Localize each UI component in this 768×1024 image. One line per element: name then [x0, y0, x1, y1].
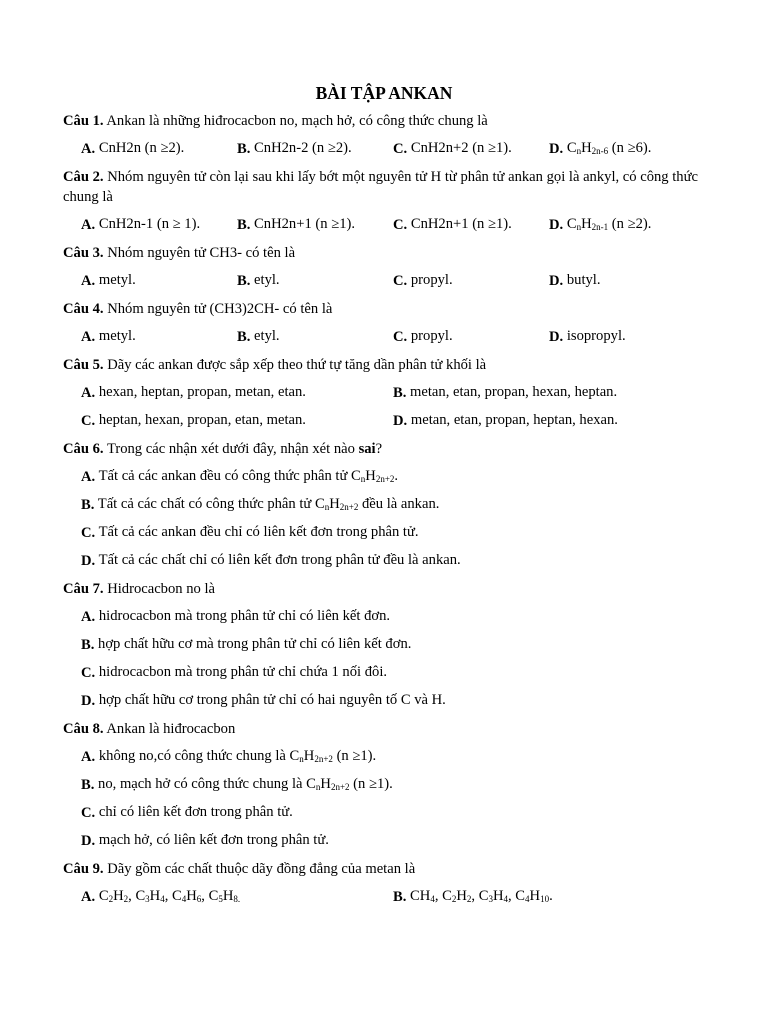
option-text: metan, etan, propan, heptan, hexan.: [410, 412, 618, 428]
question-emphasis: sai: [358, 441, 376, 457]
options-row: [63, 607, 705, 627]
option-a: [81, 383, 393, 403]
question-3: [63, 243, 705, 263]
option-b: [237, 139, 393, 159]
option-d: [81, 551, 701, 571]
question-2: [63, 167, 705, 207]
option-b: [237, 271, 393, 291]
option-d: [549, 139, 705, 159]
option-text: CnH2n-1 (n ≥ 1).: [98, 216, 201, 232]
option-text: CnH2n+2 (n ≥1).: [410, 140, 512, 156]
option-d: [549, 327, 705, 347]
option-a: [81, 887, 393, 907]
option-d: [549, 215, 705, 235]
option-text: metyl.: [98, 328, 136, 344]
option-c: [81, 523, 701, 543]
option-key: A.: [81, 217, 96, 233]
options-row: [63, 411, 705, 431]
option-key: D.: [549, 217, 564, 233]
options-row: [63, 139, 705, 159]
option-key: D.: [549, 141, 564, 157]
option-a: [81, 467, 701, 487]
option-b: [237, 215, 393, 235]
option-a: [81, 607, 701, 627]
question-text: Nhóm nguyên tử còn lại sau khi lấy bớt một nguyên tử H từ phân tử ankan gọi là ankyl, có công thức chung là: [63, 169, 698, 205]
question-number: Câu 4.: [63, 301, 104, 317]
option-text: Tất cả các ankan đều chỉ có liên kết đơn trong phân tử.: [98, 524, 419, 540]
option-d: [393, 411, 705, 431]
option-key: A.: [81, 889, 96, 905]
option-key: A.: [81, 749, 96, 765]
option-key: A.: [81, 141, 96, 157]
option-a: [81, 327, 237, 347]
option-key: A.: [81, 273, 96, 289]
option-a: [81, 215, 237, 235]
option-key: C.: [81, 805, 96, 821]
option-c: [81, 663, 701, 683]
question-text: Dãy gồm các chất thuộc dãy đồng đẳng của metan là: [107, 861, 416, 877]
option-text: metan, etan, propan, hexan, heptan.: [410, 384, 618, 400]
option-text: mạch hở, có liên kết đơn trong phân tử.: [98, 832, 329, 848]
option-text: CnH2n+1 (n ≥1).: [254, 216, 356, 232]
option-text: CnH2n+1 (n ≥1).: [410, 216, 512, 232]
question-number: Câu 7.: [63, 581, 104, 597]
question-text: Nhóm nguyên tử (CH3)2CH- có tên là: [107, 301, 333, 317]
question-number: Câu 3.: [63, 245, 104, 261]
question-8: [63, 719, 705, 739]
option-b: [81, 495, 701, 515]
option-key: C.: [81, 665, 96, 681]
option-text: $CH_4$, $C_2H_2$, $C_3H_4$, $C_4H_{10}$.: [410, 888, 553, 904]
question-1: [63, 111, 705, 131]
option-key: A.: [81, 385, 96, 401]
option-key: B.: [81, 637, 95, 653]
option-key: D.: [81, 833, 96, 849]
option-key: B.: [81, 777, 95, 793]
options-row: [63, 467, 705, 487]
option-a: [81, 271, 237, 291]
question-7: [63, 579, 705, 599]
options-row: [63, 747, 705, 767]
question-number: Câu 9.: [63, 861, 104, 877]
option-key: B.: [237, 273, 251, 289]
option-text: hidrocacbon mà trong phân tử chỉ có liên kết đơn.: [98, 608, 391, 624]
question-number: Câu 2.: [63, 169, 104, 185]
question-6: [63, 439, 705, 459]
option-key: C.: [393, 329, 408, 345]
option-text: heptan, hexan, propan, etan, metan.: [98, 412, 306, 428]
question-text: Ankan là những hiđrocacbon no, mạch hở, có công thức chung là: [106, 113, 488, 129]
option-key: B.: [393, 889, 407, 905]
options-row: [63, 635, 705, 655]
option-text: hexan, heptan, propan, metan, etan.: [98, 384, 306, 400]
question-number: Câu 1.: [63, 113, 104, 129]
question-text: Ankan là hiđrocacbon: [106, 721, 236, 737]
option-text: hidrocacbon mà trong phân tử chỉ chứa 1 nối đôi.: [98, 664, 388, 680]
option-text: $C_nH_{2n-1}$ (n ≥2).: [566, 216, 652, 232]
option-key: B.: [237, 329, 251, 345]
option-key: A.: [81, 609, 96, 625]
question-text: Hidrocacbon no là: [107, 581, 215, 597]
option-text: $C_2H_2$, $C_3H_4$, $C_4H_6$, $C_5H_{8.}$: [98, 888, 241, 904]
option-a: [81, 747, 701, 767]
option-text: hợp chất hữu cơ mà trong phân tử chỉ có liên kết đơn.: [98, 636, 412, 652]
option-c: [393, 271, 549, 291]
option-text: không no,có công thức chung là $C_nH_{2n+2}$ (n ≥1).: [98, 748, 377, 764]
question-text: Dãy các ankan được sắp xếp theo thứ tự tăng dần phân tử khối là: [107, 357, 487, 373]
options-row: [63, 271, 705, 291]
option-c: [393, 327, 549, 347]
option-key: D.: [393, 413, 408, 429]
option-a: [81, 139, 237, 159]
options-row: [63, 775, 705, 795]
option-key: A.: [81, 469, 96, 485]
option-b: [393, 887, 705, 907]
options-row: [63, 691, 705, 711]
options-row: [63, 803, 705, 823]
option-text: propyl.: [410, 328, 453, 344]
option-c: [81, 803, 701, 823]
options-row: [63, 383, 705, 403]
option-c: [81, 411, 393, 431]
question-list: [63, 111, 705, 907]
exercise-sheet: [63, 80, 705, 915]
option-text: $C_nH_{2n-6}$ (n ≥6).: [566, 140, 652, 156]
options-row: [63, 495, 705, 515]
option-text: Tất cả các chất chỉ có liên kết đơn trong phân tử đều là ankan.: [98, 552, 461, 568]
question-tail: ?: [375, 441, 383, 457]
options-row: [63, 831, 705, 851]
page-title: BÀI TẬP ANKAN: [315, 83, 453, 103]
question-5: [63, 355, 705, 375]
option-key: D.: [81, 553, 96, 569]
question-number: Câu 8.: [63, 721, 104, 737]
option-text: etyl.: [254, 272, 280, 288]
question-4: [63, 299, 705, 319]
option-d: [549, 271, 705, 291]
option-text: CnH2n-2 (n ≥2).: [254, 140, 352, 156]
option-text: propyl.: [410, 272, 453, 288]
question-number: Câu 5.: [63, 357, 104, 373]
option-text: CnH2n (n ≥2).: [98, 140, 185, 156]
option-b: [237, 327, 393, 347]
question-text: Nhóm nguyên tử CH3- có tên là: [107, 245, 296, 261]
options-row: [63, 327, 705, 347]
option-key: C.: [81, 525, 96, 541]
option-key: D.: [81, 693, 96, 709]
option-key: B.: [81, 497, 95, 513]
option-b: [81, 775, 701, 795]
options-row: [63, 215, 705, 235]
option-key: C.: [393, 141, 408, 157]
question-9: [63, 859, 705, 879]
option-text: etyl.: [254, 328, 280, 344]
option-text: Tất cả các chất có công thức phân tử $C_nH_{2n+2}$ đều là ankan.: [97, 496, 440, 512]
option-key: B.: [393, 385, 407, 401]
option-key: C.: [81, 413, 96, 429]
option-b: [81, 635, 701, 655]
option-key: D.: [549, 329, 564, 345]
option-c: [393, 215, 549, 235]
option-text: isopropyl.: [566, 328, 626, 344]
option-text: Tất cả các ankan đều có công thức phân tử $C_nH_{2n+2}$.: [98, 468, 399, 484]
option-b: [393, 383, 705, 403]
question-number: Câu 6.: [63, 441, 104, 457]
option-d: [81, 831, 701, 851]
option-key: C.: [393, 217, 408, 233]
option-key: B.: [237, 141, 251, 157]
options-row: [63, 663, 705, 683]
option-key: C.: [393, 273, 408, 289]
options-row: [63, 523, 705, 543]
option-text: metyl.: [98, 272, 136, 288]
option-key: D.: [549, 273, 564, 289]
option-d: [81, 691, 701, 711]
option-c: [393, 139, 549, 159]
question-text: Trong các nhận xét dưới đây, nhận xét nào: [106, 441, 359, 457]
options-row: [63, 551, 705, 571]
option-text: butyl.: [566, 272, 601, 288]
option-text: hợp chất hữu cơ trong phân tử chỉ có hai nguyên tố C và H.: [98, 692, 446, 708]
option-key: B.: [237, 217, 251, 233]
options-row: [63, 887, 705, 907]
option-text: chỉ có liên kết đơn trong phân tử.: [98, 804, 293, 820]
option-text: no, mạch hở có công thức chung là $C_nH_{2n+2}$ (n ≥1).: [98, 776, 393, 792]
option-key: A.: [81, 329, 96, 345]
